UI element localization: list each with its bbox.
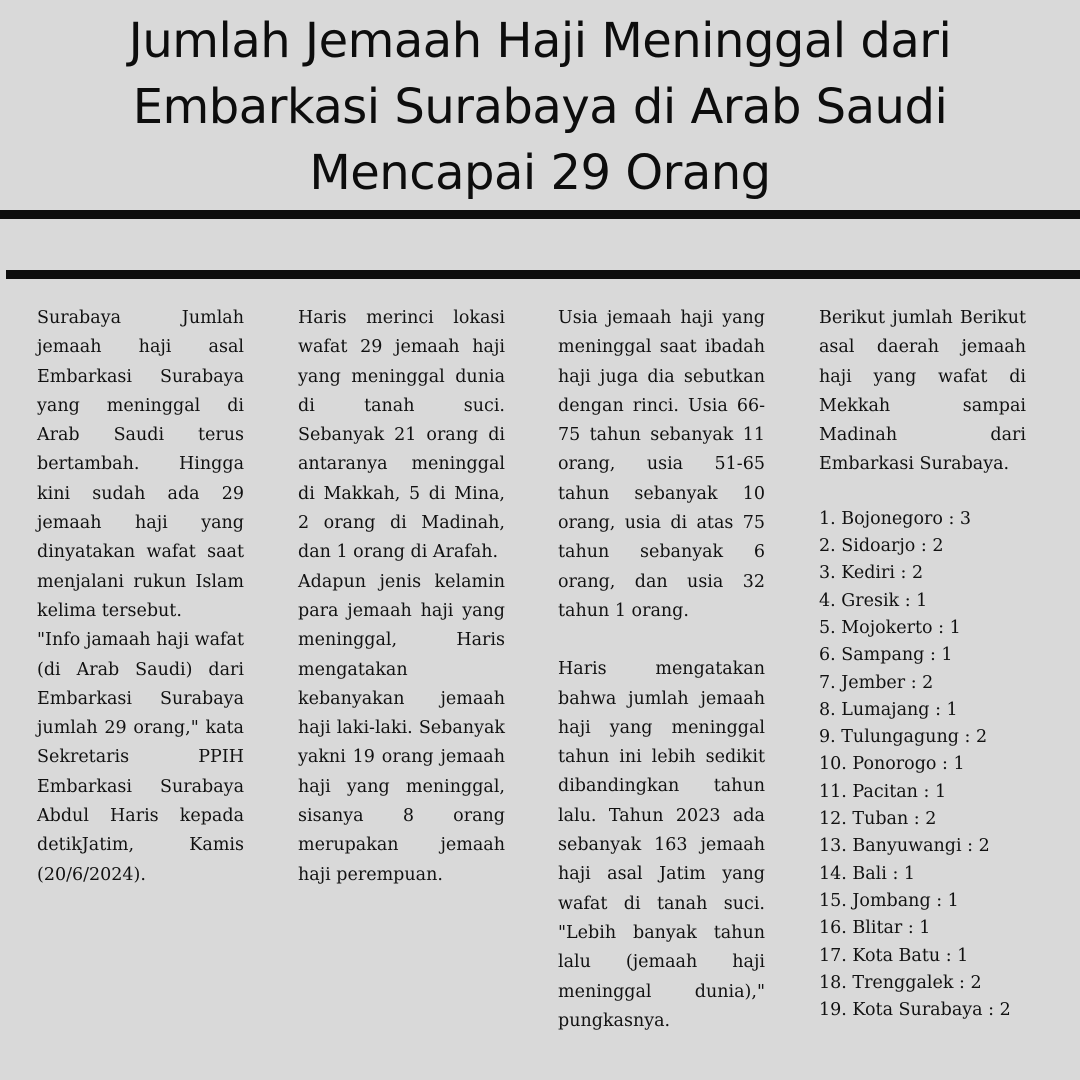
list-item: 7. Jember : 2	[819, 672, 934, 693]
top-divider	[0, 210, 1080, 219]
col2-paragraph-2: Adapun jenis kelamin para jemaah haji yang meninggal, Haris mengatakan kebanyakan jemaah haji laki-laki. Sebanyak yakni 19 orang jemaah haji yang meninggal, sisanya 8 orang merupakan jemaah haji perempuan.	[298, 571, 505, 885]
paragraph-gap	[558, 626, 765, 655]
list-item: 10. Ponorogo : 1	[819, 754, 965, 775]
list-item: 13. Banyuwangi : 2	[819, 836, 990, 857]
col3-paragraph-1: Usia jemaah haji yang meninggal saat ibadah haji juga dia sebutkan dengan rinci. Usia 66-75 tahun sebanyak 11 orang, usia 51-65 tahun sebanyak 10 orang, usia di atas 75 tahun sebanyak 6 orang, dan usia 32 tahun 1 orang.	[558, 308, 765, 621]
list-item: 4. Gresik : 1	[819, 590, 928, 611]
list-item: 3. Kediri : 2	[819, 563, 924, 584]
column-4	[819, 304, 1026, 1024]
list-item: 2. Sidoarjo : 2	[819, 536, 944, 557]
col4-intro: Berikut jumlah Berikut asal daerah jemaah haji yang wafat di Mekkah sampai Madinah dari Embarkasi Surabaya.	[819, 308, 1026, 475]
column-1	[37, 304, 244, 890]
list-item: 18. Trenggalek : 2	[819, 972, 982, 993]
column-2	[298, 304, 505, 890]
list-item: 12. Tuban : 2	[819, 809, 937, 830]
paragraph-gap	[819, 480, 1026, 506]
list-item: 5. Mojokerto : 1	[819, 617, 961, 638]
list-item: 9. Tulungagung : 2	[819, 727, 988, 748]
col3-paragraph-2: Haris mengatakan bahwa jumlah jemaah haji yang meninggal tahun ini lebih sedikit dibandingkan tahun lalu. Tahun 2023 ada sebanyak 163 jemaah haji asal Jatim yang wafat di tanah suci. "Lebih banyak tahun lalu (jemaah haji meninggal dunia)," pungkasnya.	[558, 659, 765, 1031]
list-item: 1. Bojonegoro : 3	[819, 508, 972, 529]
list-item: 19. Kota Surabaya : 2	[819, 1000, 1011, 1021]
list-item: 14. Bali : 1	[819, 863, 916, 884]
col1-paragraph-2: "Info jamaah haji wafat (di Arab Saudi) dari Embarkasi Surabaya jumlah 29 orang," kata Sekretaris PPIH Embarkasi Surabaya Abdul Haris kepada detikJatim, Kamis (20/6/2024).	[37, 630, 244, 885]
list-item: 17. Kota Batu : 1	[819, 945, 969, 966]
column-3	[558, 304, 765, 1036]
list-item: 16. Blitar : 1	[819, 918, 931, 939]
list-item: 11. Pacitan : 1	[819, 781, 947, 802]
region-list	[819, 506, 1026, 1025]
col2-paragraph-1: Haris merinci lokasi wafat 29 jemaah haji yang meninggal dunia di tanah suci. Sebanyak 21 orang di antaranya meninggal di Makkah, 5 di Mina, 2 orang di Madinah, dan 1 orang di Arafah.	[298, 308, 505, 563]
bottom-divider	[6, 270, 1080, 279]
headline: Jumlah Jemaah Haji Meninggal dari Embarkasi Surabaya di Arab Saudi Mencapai 29 Orang	[128, 13, 952, 201]
col1-paragraph-1: Surabaya Jumlah jemaah haji asal Embarkasi Surabaya yang meninggal di Arab Saudi terus bertambah. Hingga kini sudah ada 29 jemaah haji yang dinyatakan wafat saat menjalani rukun Islam kelima tersebut.	[37, 308, 244, 621]
list-item: 15. Jombang : 1	[819, 890, 959, 911]
list-item: 8. Lumajang : 1	[819, 699, 958, 720]
list-item: 6. Sampang : 1	[819, 645, 953, 666]
